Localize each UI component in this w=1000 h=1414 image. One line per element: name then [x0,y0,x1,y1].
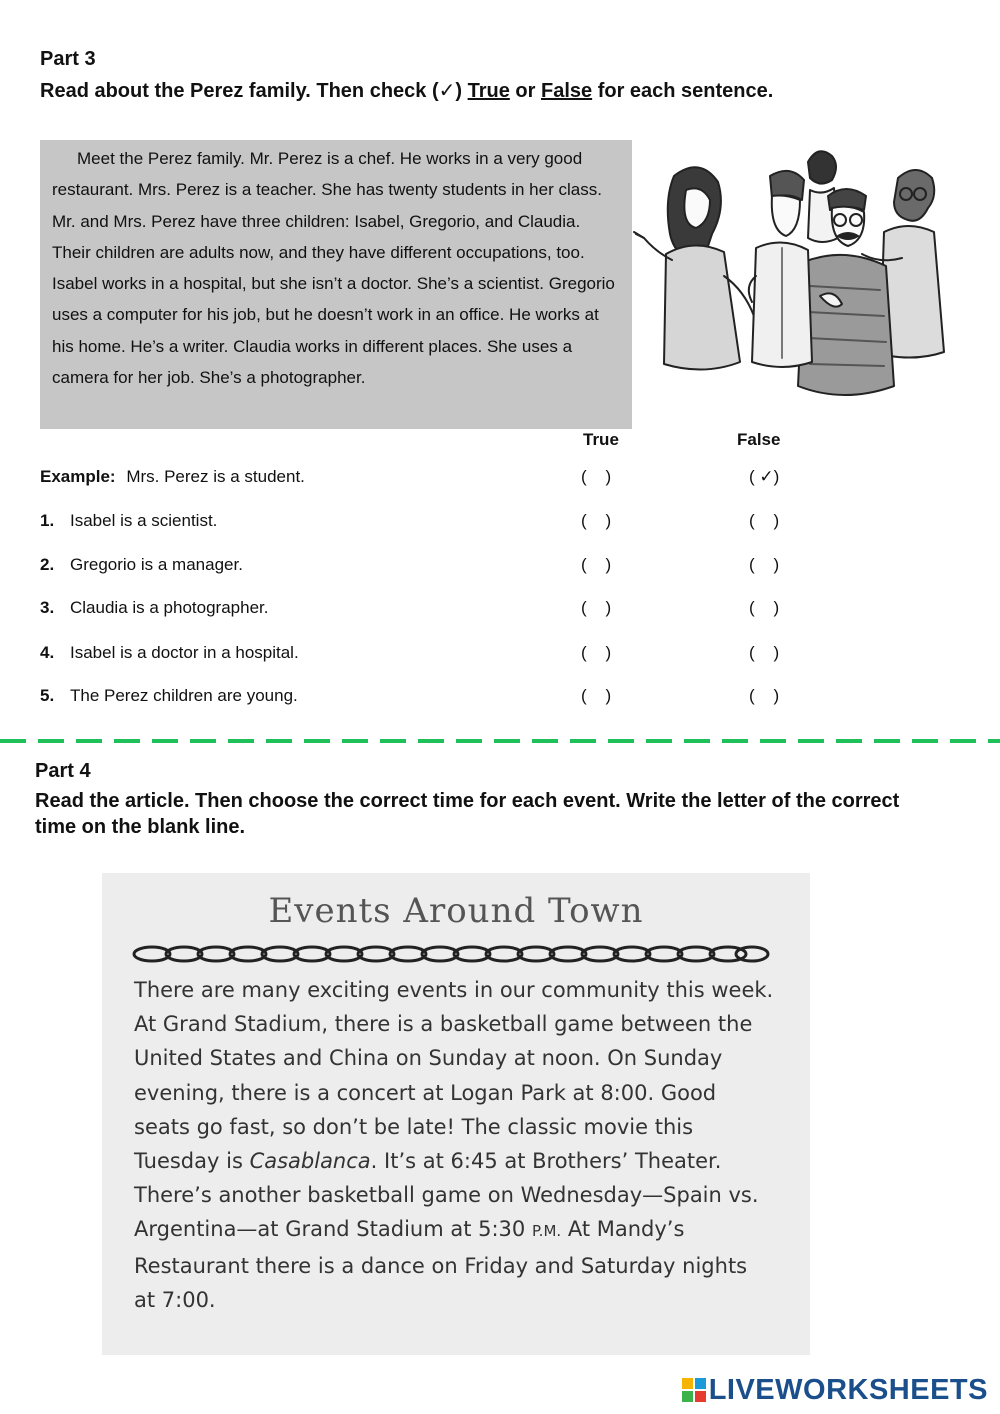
statement-row-2: 2. Gregorio is a manager. [40,553,580,577]
part4-title: Part 4 [35,760,91,782]
false-checkbox-5[interactable]: ( ) [749,686,780,705]
logo-grid-icon [682,1378,706,1402]
statement-row-1: 1. Isabel is a scientist. [40,509,580,533]
example-row [40,465,580,489]
statement-row-3: 3. Claudia is a photographer. [40,596,580,620]
section-divider [0,730,1000,734]
liveworksheets-logo [682,1374,988,1406]
family-illustration [632,136,962,408]
true-word: True [467,80,510,102]
chain-border-ornament [132,943,772,965]
false-column-header: False [737,430,781,449]
true-checkbox-1[interactable]: ( ) [581,511,612,530]
statement-text: Claudia is a photographer. [70,598,269,617]
perez-family-passage: Meet the Perez family. Mr. Perez is a chef. He works in a very good restaurant. Mrs. Perez is a teacher. She has twenty students in her class. Mr. and Mrs. Perez have three children: Isabel, Gregorio, and Claudia. Their children are adults now, and they have different occupations, too. Isabel works in a hospital, but she isn’t a doctor. She’s a scientist. Gregorio uses a computer for his job, but he doesn’t work in an office. He works at his home. He’s a writer. Claudia works in different places. She uses a camera for her job. She’s a photographer. [40,140,632,429]
true-checkbox-2[interactable]: ( ) [581,555,612,574]
pm-label: P.M. [531,1222,562,1241]
example-true-box[interactable]: ( ) [581,467,612,486]
statement-text: The Perez children are young. [70,686,298,705]
statement-text: Isabel is a scientist. [70,511,218,530]
false-checkbox-1[interactable]: ( ) [749,511,780,530]
statement-row-4: 4. Isabel is a doctor in a hospital. [40,641,580,665]
statement-text: Isabel is a doctor in a hospital. [70,643,299,662]
true-checkbox-5[interactable]: ( ) [581,686,612,705]
false-checkbox-4[interactable]: ( ) [749,643,780,662]
example-false-box[interactable]: ( ✓) [749,467,780,486]
false-checkbox-2[interactable]: ( ) [749,555,780,574]
article-title: Events Around Town [268,891,644,931]
events-article [102,873,810,1355]
false-word: False [540,80,593,102]
example-label: Example: [40,467,116,486]
movie-title: Casablanca [249,1149,371,1174]
article-body: There are many exciting events in our community this week. At Grand Stadium, there is a basketball game between the United States and China on Sunday at noon. On Sunday evening, there is a concert at Logan Park at 8:00. Good seats go fast, so don’t be late! The classic movie this Tuesday is Casablanca. It’s at 6:45 at Brothers’ Theater. There’s another basketball game on Wednesday—Spain vs. Argentina—at Grand Stadium at 5:30 P.M. At Mandy’s Restaurant there is a dance on Friday and Saturday nights at 7:00. [134,978,774,1312]
statement-row-5: 5. The Perez children are young. [40,684,580,708]
logo-text: LIVEWORKSHEETS [708,1373,988,1406]
true-column-header: True [583,430,619,449]
part3-instruction: Read about the Perez family. Then check (✓) True or False for each sentence. [40,80,774,102]
example-statement: Mrs. Perez is a student. [126,467,305,486]
part4-instruction: Read the article. Then choose the correct time for each event. Write the letter of the correct time on the blank line. [35,790,900,838]
true-checkbox-3[interactable]: ( ) [581,598,612,617]
false-checkbox-3[interactable]: ( ) [749,598,780,617]
true-checkbox-4[interactable]: ( ) [581,643,612,662]
statement-text: Gregorio is a manager. [70,555,243,574]
part3-title: Part 3 [40,48,96,70]
